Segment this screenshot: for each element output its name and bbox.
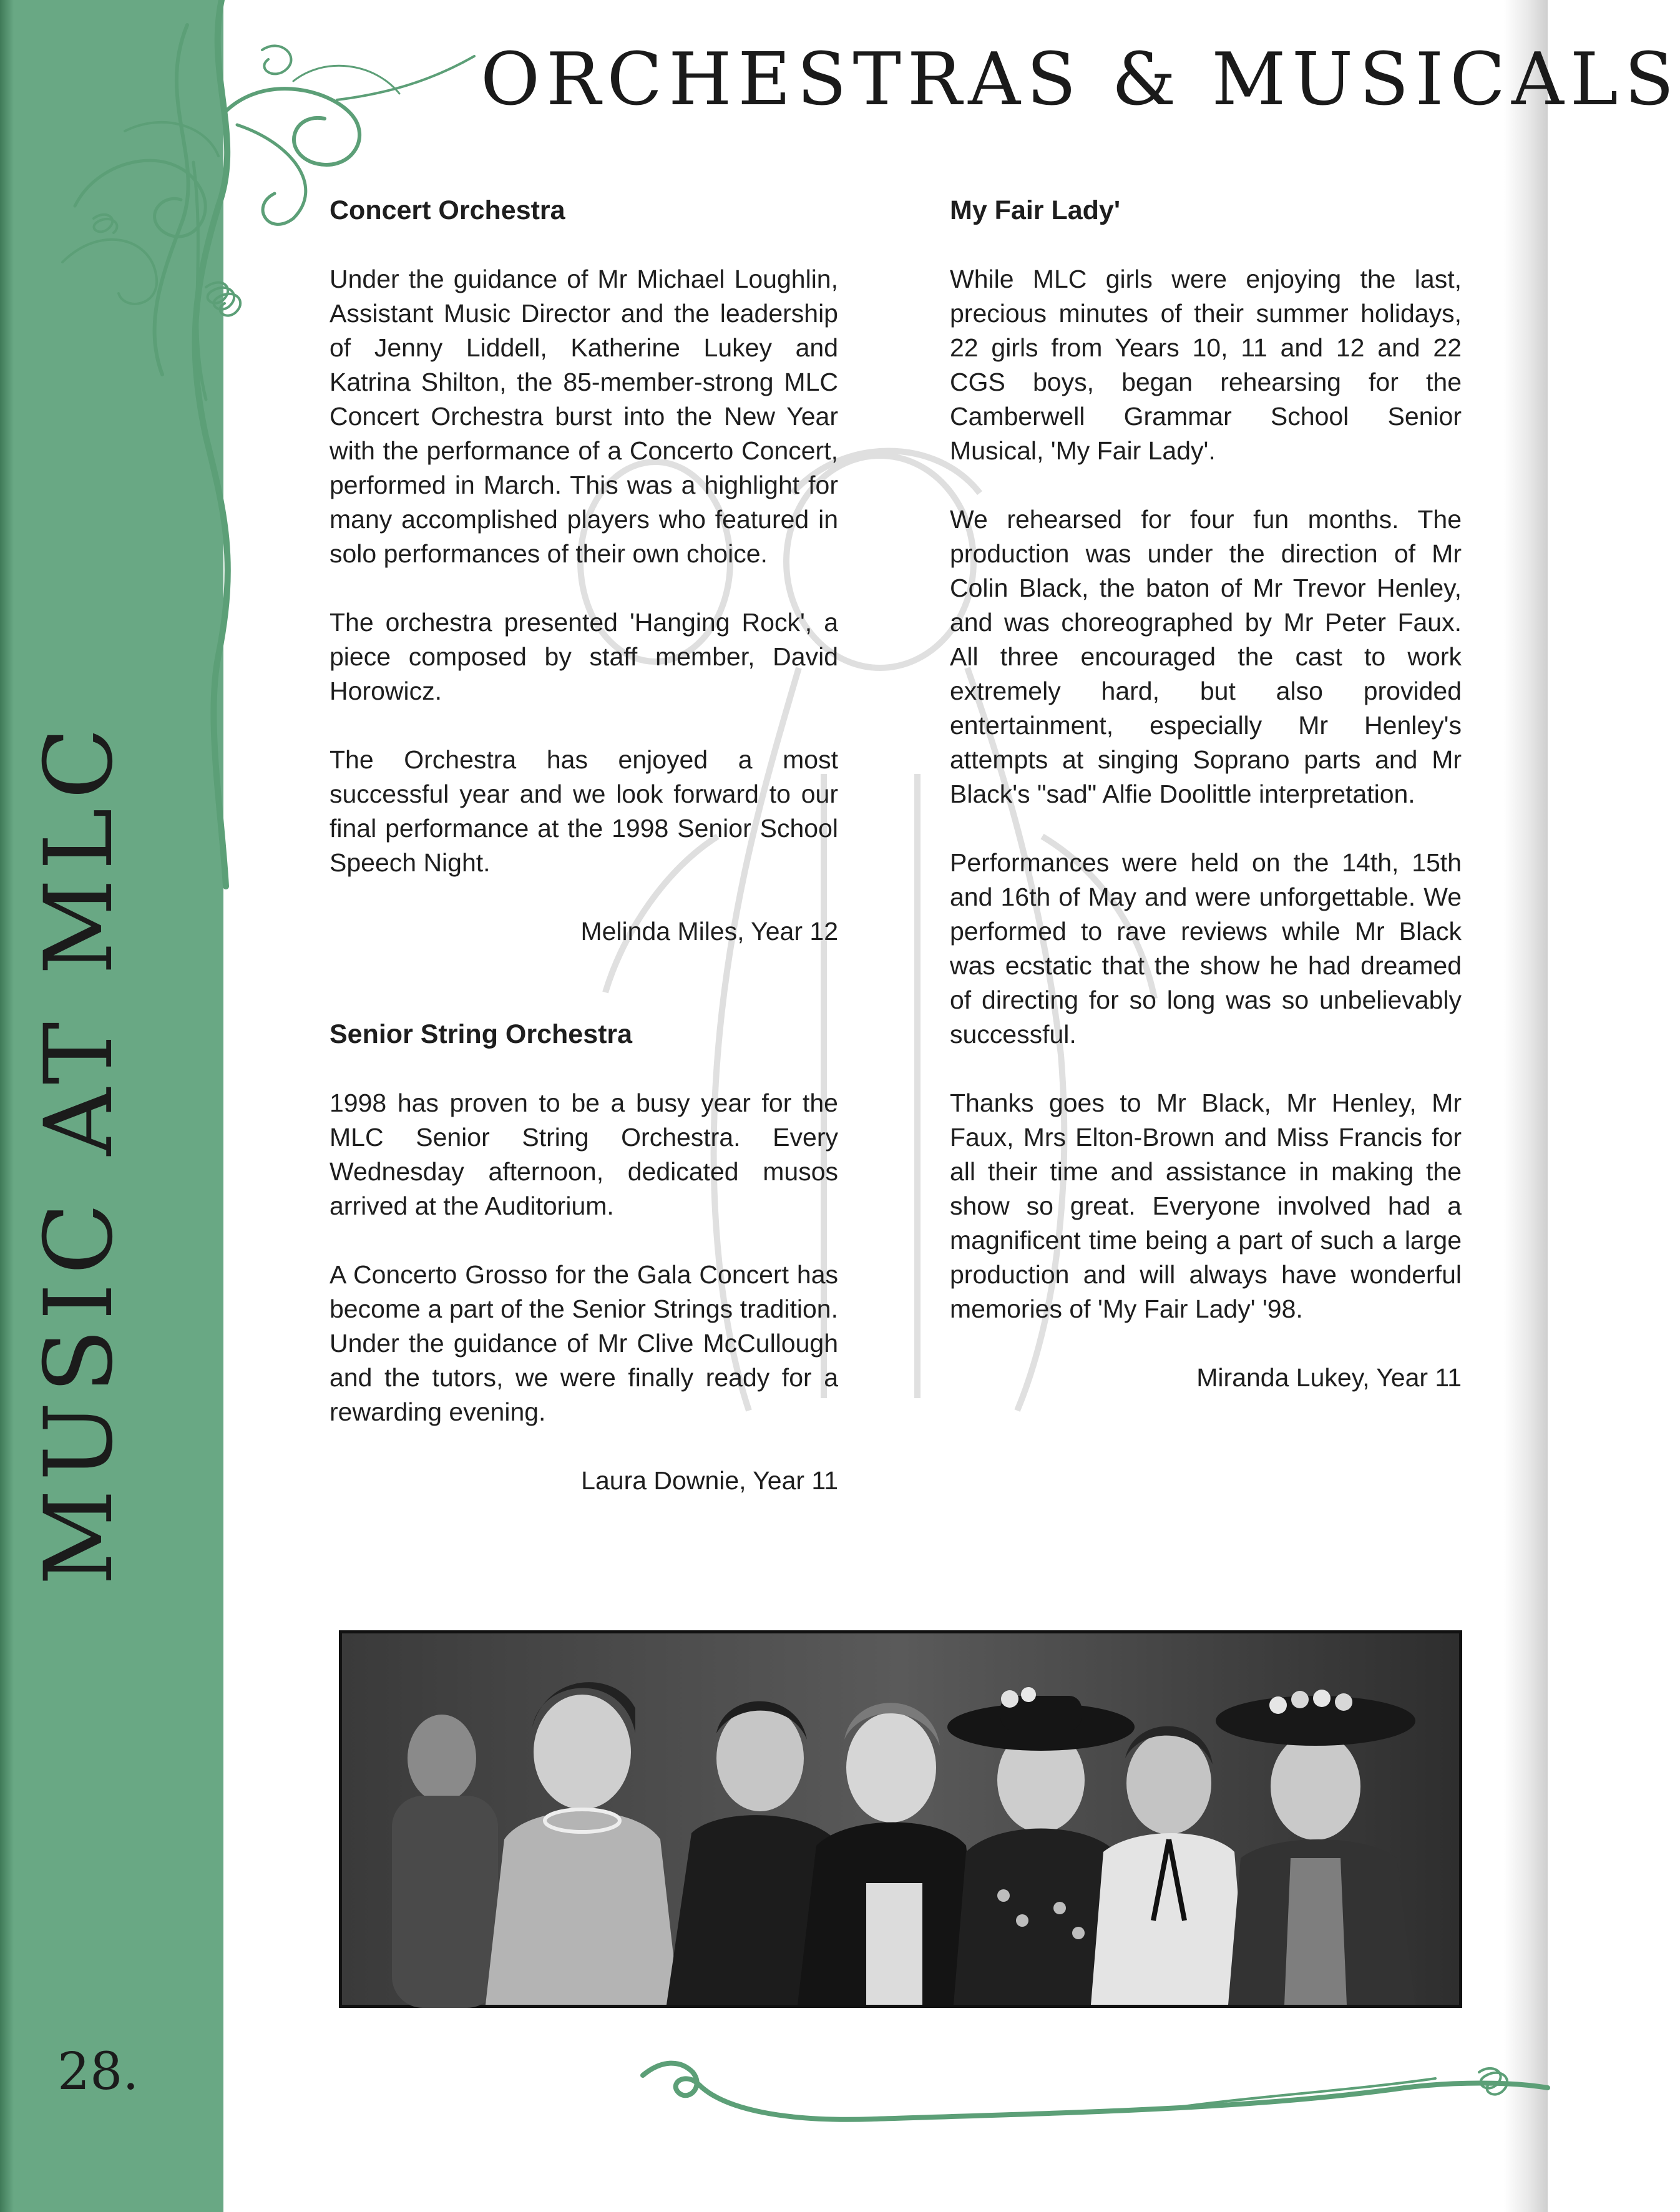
concert-orchestra-paragraph: Under the guidance of Mr Michael Loughlin, Assistant Music Director and the leadership of Jenny Liddell, Katherine Lukey and Katrina Shilton, the 85-member-strong MLC Concert Orchestra burst into the New Year with the performance of a Concerto Concert, performed in March. This was a highlight for many accomplished players who featured in solo performances of their own choice. [330,265,838,568]
concert-orchestra-byline: Melinda Miles, Year 12 [580,917,838,946]
sidebar-binding-shadow [0,0,14,2212]
my-fair-lady-heading: My Fair Lady' [950,195,1121,225]
right-column [950,193,1462,1395]
concert-orchestra-paragraph: The orchestra presented 'Hanging Rock', a piece composed by staff member, David Horowicz. [330,608,838,705]
my-fair-lady-paragraph: We rehearsed for four fun months. The production was under the direction of Mr Colin Black, the baton of Mr Trevor Henley, and was choreographed by Mr Peter Faux. All three encouraged the cast to work extremely hard, but also provided entertainment, especially Mr Henley's attempts at singing Soprano parts and Mr Black's "sad" Alfie Doolittle interpretation. [950,505,1462,808]
my-fair-lady-paragraph: Performances were held on the 14th, 15th and 16th of May and were unforgettable. We performed to rave reviews while Mr Black was ecstatic that the show he had dreamed of directing for so long was so unbelievably successful. [950,848,1462,1049]
page-title: ORCHESTRAS & MUSICALS [481,37,1680,122]
concert-orchestra-paragraph: The Orchestra has enjoyed a most successful year and we look forward to our final performance at the 1998 Senior School Speech Night. [330,745,838,877]
photo-illustration [342,1633,1459,2005]
my-fair-lady-paragraph: While MLC girls were enjoying the last, precious minutes of their summer holidays, 22 girls from Years 10, 11 and 12 and 22 CGS boys, began rehearsing for the Camberwell Grammar School Senior Musical, 'My Fair Lady'. [950,265,1462,465]
left-column [330,193,838,1498]
cast-group-photo [339,1630,1462,2008]
senior-strings-byline: Laura Downie, Year 11 [581,1466,838,1495]
page-number: 28. [57,2042,139,2102]
my-fair-lady-byline: Miranda Lukey, Year 11 [1196,1363,1462,1392]
senior-strings-heading: Senior String Orchestra [330,1019,633,1049]
page-edge-shadow [1504,0,1548,2212]
my-fair-lady-paragraph: Thanks goes to Mr Black, Mr Henley, Mr Faux, Mrs Elton-Brown and Miss Francis for all their time and assistance in making the show so great. Everyone involved had a magnificent time being a part of such a large production and will always have wonderful memories of 'My Fair Lady' '98. [950,1089,1462,1323]
section-title: MUSIC AT MLC [25,718,134,1585]
concert-orchestra-heading: Concert Orchestra [330,195,565,225]
senior-strings-paragraph: 1998 has proven to be a busy year for the MLC Senior String Orchestra. Every Wednesday afternoon, dedicated musos arrived at the Auditorium. [330,1089,838,1220]
senior-strings-paragraph: A Concerto Grosso for the Gala Concert has become a part of the Senior Strings tradition. Under the guidance of Mr Clive McCullough and the tutors, we were finally ready for a rewarding evening. [330,1260,838,1426]
